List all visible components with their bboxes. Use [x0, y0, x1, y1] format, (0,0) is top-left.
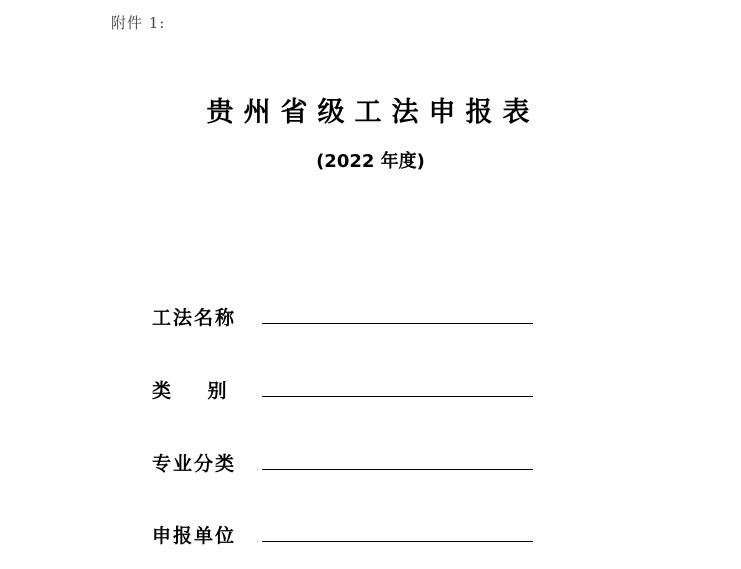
field-line-applicant-unit[interactable]: [262, 541, 533, 542]
field-method-name: [152, 303, 552, 333]
field-label-category: 类 别: [152, 380, 229, 402]
field-line-method-name[interactable]: [262, 323, 533, 324]
field-label-specialty-class: 专业分类: [152, 453, 237, 475]
field-specialty-class: [152, 449, 552, 479]
page-subtitle-year: (2022 年度): [316, 151, 425, 172]
field-label-method-name: 工法名称: [152, 307, 237, 329]
page-title: 贵州省级工法申报表: [206, 97, 540, 128]
field-label-applicant-unit: 申报单位: [152, 525, 237, 547]
field-applicant-unit: [152, 521, 552, 551]
field-category: [152, 376, 552, 406]
attachment-label: 附件 1:: [111, 14, 166, 32]
field-line-specialty-class[interactable]: [262, 469, 533, 470]
field-line-category[interactable]: [262, 396, 533, 397]
